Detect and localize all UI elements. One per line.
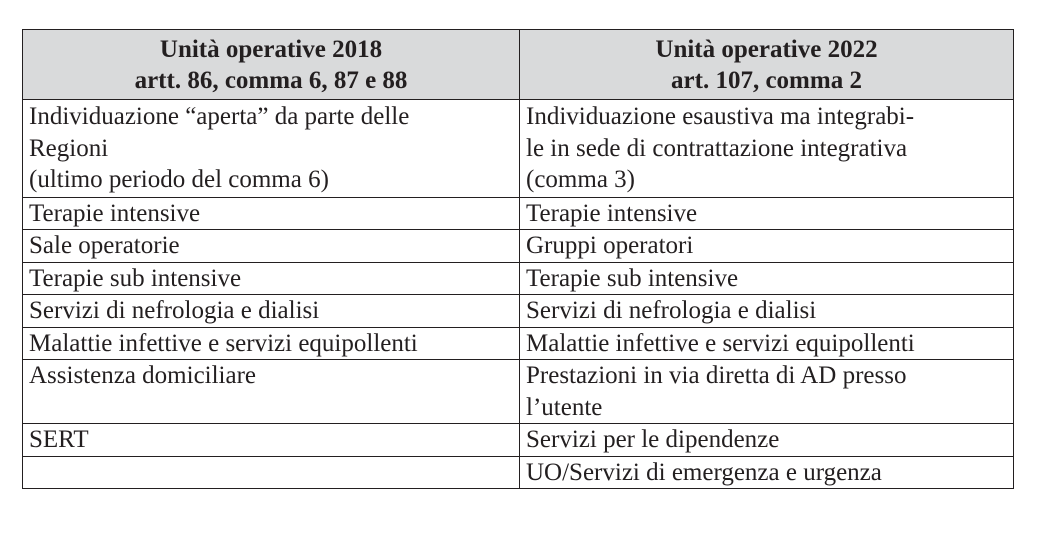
cell-text-line: SERT bbox=[29, 426, 89, 453]
cell-2022 bbox=[520, 360, 1014, 424]
cell-text-line: (comma 3) bbox=[526, 166, 635, 193]
cell-2018 bbox=[23, 262, 520, 295]
cell-2018 bbox=[23, 456, 520, 489]
cell-text-line: Terapie sub intensive bbox=[29, 264, 242, 292]
header-2018-title: Unità operative 2018 bbox=[159, 36, 383, 63]
cell-text-line: l’utente bbox=[526, 393, 603, 421]
table-row bbox=[23, 230, 1014, 263]
table-row bbox=[23, 100, 1014, 198]
cell-2022 bbox=[520, 327, 1014, 360]
cell-text-line: (ultimo periodo del comma 6) bbox=[29, 166, 329, 193]
table-row bbox=[23, 360, 1014, 424]
cell-2022 bbox=[520, 424, 1014, 457]
table-row bbox=[23, 456, 1014, 489]
header-2018 bbox=[23, 30, 520, 100]
cell-text-line: Malattie infettive e servizi equipollenti bbox=[29, 329, 418, 357]
cell-2018 bbox=[23, 327, 520, 360]
table-row bbox=[23, 295, 1014, 328]
cell-text-line: Terapie sub intensive bbox=[526, 264, 739, 292]
cell-text-line: Servizi di nefrologia e dialisi bbox=[526, 297, 817, 324]
table-row bbox=[23, 262, 1014, 295]
cell-text-line: Servizi per le dipendenze bbox=[526, 426, 780, 453]
cell-text-line: Malattie infettive e servizi equipollenti bbox=[526, 329, 915, 357]
cell-text-line: le in sede di contrattazione integrativa bbox=[526, 134, 908, 162]
cell-2022 bbox=[520, 100, 1014, 198]
cell-2018 bbox=[23, 360, 520, 424]
header-2022-reference: art. 107, comma 2 bbox=[671, 67, 862, 94]
table-row bbox=[23, 424, 1014, 457]
header-row bbox=[23, 30, 1014, 100]
comparison-table bbox=[22, 29, 1014, 489]
header-2018-reference: artt. 86, comma 6, 87 e 88 bbox=[134, 67, 408, 94]
cell-text-line: Terapie intensive bbox=[29, 199, 201, 227]
cell-2018 bbox=[23, 197, 520, 230]
cell-text-line: Assistenza domiciliare bbox=[29, 362, 257, 389]
table-body bbox=[23, 100, 1014, 489]
cell-2022 bbox=[520, 262, 1014, 295]
cell-text-line: UO/Servizi di emergenza e urgenza bbox=[526, 458, 882, 486]
cell-2022 bbox=[520, 230, 1014, 263]
cell-2018 bbox=[23, 230, 520, 263]
cell-text-line: Terapie intensive bbox=[526, 199, 698, 227]
table-row bbox=[23, 327, 1014, 360]
cell-2022 bbox=[520, 295, 1014, 328]
cell-text-line: Individuazione esaustiva ma integrabi- bbox=[526, 103, 915, 130]
cell-2022 bbox=[520, 197, 1014, 230]
header-2022-title: Unità operative 2022 bbox=[655, 36, 878, 63]
cell-2022 bbox=[520, 456, 1014, 489]
cell-2018 bbox=[23, 100, 520, 198]
cell-2018 bbox=[23, 295, 520, 328]
cell-text-line: Sale operatorie bbox=[29, 232, 180, 259]
table-header bbox=[23, 30, 1014, 100]
cell-text-line: Individuazione “aperta” da parte delle bbox=[29, 103, 410, 130]
cell-2018 bbox=[23, 424, 520, 457]
cell-text-line: Regioni bbox=[29, 134, 109, 162]
cell-text-line: Prestazioni in via diretta di AD presso bbox=[526, 362, 907, 389]
cell-text-line: Gruppi operatori bbox=[526, 232, 694, 259]
table-row bbox=[23, 197, 1014, 230]
cell-text-line: Servizi di nefrologia e dialisi bbox=[29, 297, 320, 324]
header-2022 bbox=[520, 30, 1014, 100]
